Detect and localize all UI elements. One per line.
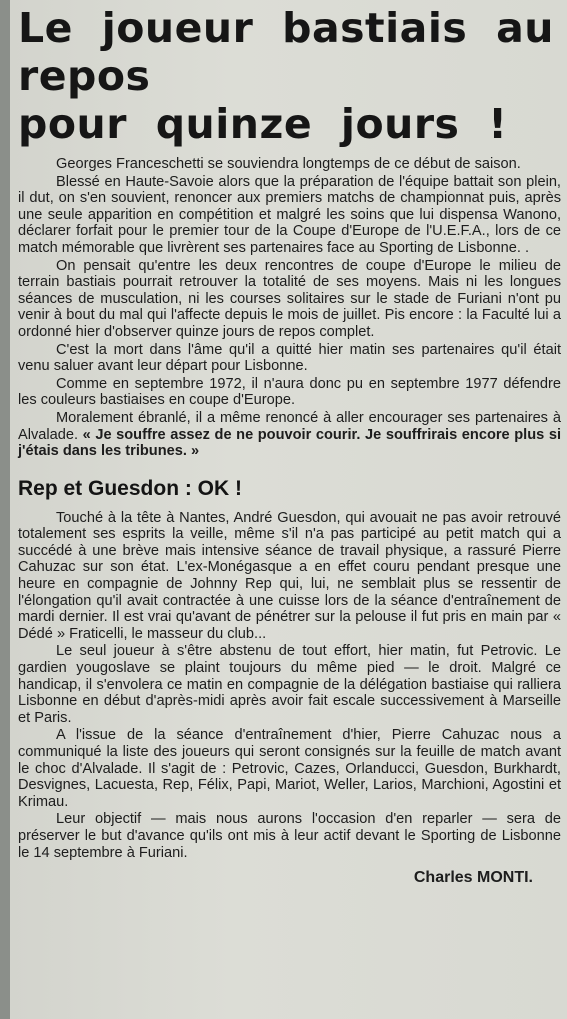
paragraph: On pensait qu'entre les deux rencontres de coupe d'Europe le milieu de terrain bastiais pourrait retrouver la totalité de ses moyens. Mais ni les longues séances de musculation, ni les courses solitaires sur le stade de Furiani n'ont pu venir à bout du mal qui l'affecte depuis le mois de juillet. Pis encore : la Faculté lui a ordonné hier d'observer quinze jours de repos complet.	[18, 257, 561, 340]
paragraph-with-quote	[18, 410, 561, 460]
paragraph-text: Moralement ébranlé, il a même renoncé à aller encourager ses partenaires à Alvalade.	[18, 409, 561, 443]
paragraph: Comme en septembre 1972, il n'aura donc pu en septembre 1977 défendre les couleurs bastiaises en coupe d'Europe.	[18, 375, 561, 409]
paragraph: Le seul joueur à s'être abstenu de tout effort, hier matin, fut Petrovic. Le gardien yougoslave se plaint toujours du même pied — le droit. Malgré ce handicap, il s'envolera ce matin en compagnie de la délégation bastiaise qui ralliera Lisbonne en début d'après-midi après avoir fait escale successivement à Marseille et Paris.	[18, 643, 561, 726]
paragraph: Leur objectif — mais nous aurons l'occasion d'en reparler — sera de préserver le but d'avance qu'ils ont mis à leur actif devant le Sporting de Lisbonne le 14 septembre à Furiani.	[18, 811, 561, 861]
paragraph: A l'issue de la séance d'entraînement d'hier, Pierre Cahuzac nous a communiqué la liste des joueurs qui seront consignés sur la feuille de match avant le choc d'Alvalade. Il s'agit de : Petrovic, Cazes, Orlanducci, Guesdon, Burkhardt, Desvignes, Lacuesta, Rep, Félix, Papi, Mariot, Weller, Larios, Marchioni, Agostini et Krimau.	[18, 727, 561, 810]
paragraph: Georges Franceschetti se souviendra longtemps de ce début de saison.	[56, 156, 521, 172]
section-subheading: Rep et Guesdon : OK !	[18, 476, 243, 500]
headline-line-2: pour quinze jours !	[18, 100, 508, 148]
article-body	[18, 156, 561, 460]
player-quote: « Je souffre assez de ne pouvoir courir. Je souffrirais encore plus si j'étais dans les tribunes. »	[18, 426, 562, 460]
author-signature: Charles MONTI.	[413, 869, 533, 887]
newspaper-clipping	[10, 0, 567, 1019]
paragraph: C'est la mort dans l'âme qu'il a quitté hier matin ses partenaires qu'il était venu saluer avant leur départ pour Lisbonne.	[18, 341, 561, 375]
paragraph: Touché à la tête à Nantes, André Guesdon, qui avouait ne pas avoir retrouvé totalement ses esprits la veille, même s'il n'a pas participé au petit match qui a succédé à une brève mais intensive séance de travail physique, a rassuré Pierre Cahuzac sur son état. L'ex-Monégasque a en effet couru pendant presque une heure en compagnie de Johnny Rep qui, lui, ne semblait plus se ressentir de l'élongation qu'il avait contractée à une cuisse lors de la séance d'entraînement de mardi dernier. Il est vrai qu'avant de pénétrer sur la pelouse il fut pris en main par « Dédé » Fraticelli, le masseur du club...	[18, 509, 561, 642]
section-body	[18, 510, 561, 861]
paragraph: Blessé en Haute-Savoie alors que la préparation de l'équipe battait son plein, il dut, on s'en souvient, renoncer aux premiers matchs de championnat puis, après une seule apparition en compétition et malgré les soins que lui dispensa Wanono, déclarer forfait pour le premier tour de la Coupe d'Europe de l'U.E.F.A., lors de ce match mémorable que livrèrent ses partenaires face au Sporting de Lisbonne. .	[18, 173, 561, 256]
headline-line-1: Le joueur bastiais au repos	[18, 4, 554, 100]
headline	[18, 4, 561, 148]
